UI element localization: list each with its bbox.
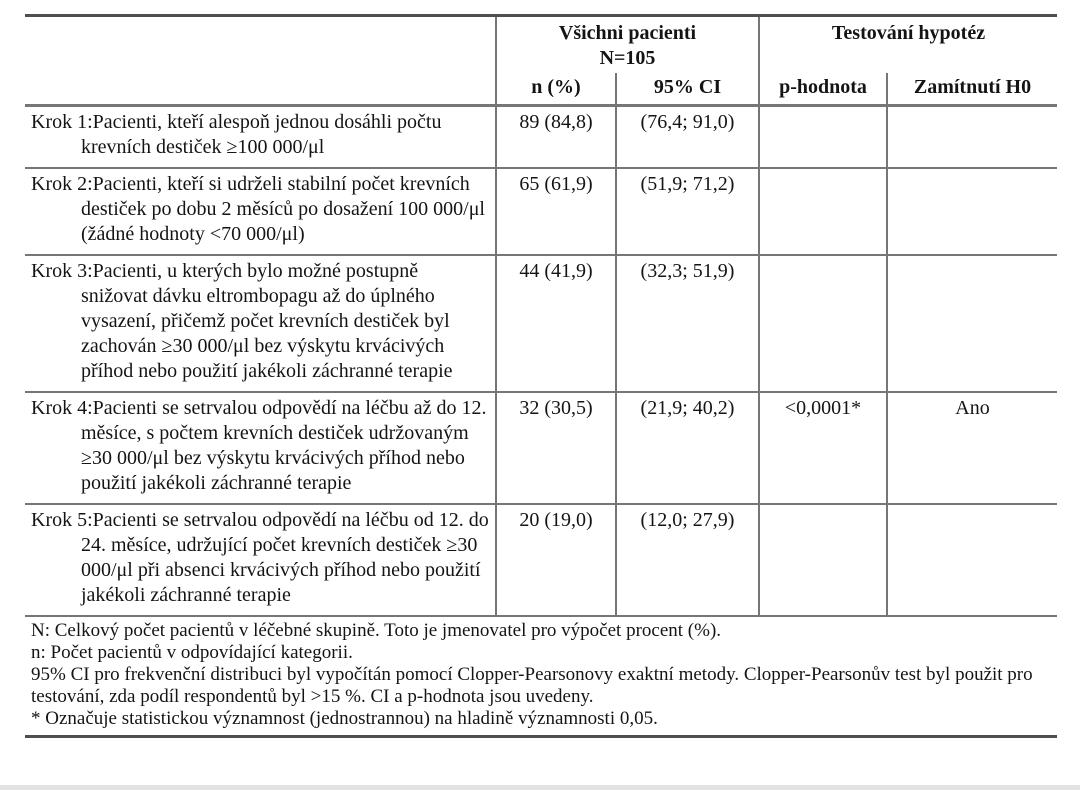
footnote-ci-method: 95% CI pro frekvenční distribuci byl vypočítán pomocí Clopper-Pearsonovy exaktní metody. Clopper-Pearsonův test byl použit pro testování, zda podíl respondentů byl >15 %. CI a p-hodnota jsou uvedeny. [31, 664, 1033, 707]
footnotes-cell [25, 616, 1057, 737]
step-description: Pacienti, u kterých bylo možné postupně snižovat dávku eltrombopagu až do úplného vysazení, přičemž počet krevních destiček byl zachován ≥30 000/μl bez výskytu krvácivých příhod nebo použití jakékoli záchranné terapie [81, 260, 453, 382]
step-description-cell [25, 392, 496, 504]
ci-cell: (51,9; 71,2) [616, 168, 759, 255]
footnote-significance: * Označuje statistickou významnost (jednostrannou) na hladině významnosti 0,05. [31, 708, 658, 729]
step-description: Pacienti, kteří alespoň jednou dosáhli počtu krevních destiček ≥100 000/μl [81, 111, 442, 158]
p-value-cell [759, 504, 887, 616]
step-label: Krok 3: [31, 260, 93, 282]
header-group-hypothesis-testing-title: Testování hypotéz [831, 22, 986, 44]
footnote-n-category: n: Počet pacientů v odpovídající kategorii. [31, 642, 353, 663]
column-header-row [25, 73, 1057, 106]
n-pct-cell: 89 (84,8) [496, 106, 616, 169]
table-row-krok-5 [25, 504, 1057, 616]
table-header [25, 16, 1057, 106]
table-footnotes [25, 616, 1057, 737]
column-header-95ci: 95% CI [616, 73, 759, 106]
header-group-hypothesis-testing [759, 16, 1057, 74]
step-description: Pacienti, kteří si udrželi stabilní počet krevních destiček po dobu 2 měsíců po dosažení 100 000/μl (žádné hodnoty <70 000/μl) [81, 173, 485, 245]
page-bottom-edge [0, 785, 1080, 790]
h0-rejection-cell: Ano [887, 392, 1057, 504]
table-row-krok-3 [25, 255, 1057, 392]
h0-rejection-cell [887, 504, 1057, 616]
step-description-cell [25, 504, 496, 616]
step-description: Pacienti se setrvalou odpovědí na léčbu až do 12. měsíce, s počtem krevních destiček udržovaným ≥30 000/μl bez výskytu krvácivých příhod nebo použití jakékoli záchranné terapie [81, 397, 487, 494]
table-row-krok-1 [25, 106, 1057, 169]
header-group-all-patients-title: Všichni pacienti [558, 22, 697, 44]
p-value-cell: <0,0001* [759, 392, 887, 504]
ci-cell: (12,0; 27,9) [616, 504, 759, 616]
header-group-all-patients [496, 16, 759, 74]
ci-cell: (32,3; 51,9) [616, 255, 759, 392]
step-description-cell [25, 168, 496, 255]
column-header-n-pct: n (%) [496, 73, 616, 106]
step-label: Krok 4: [31, 397, 93, 419]
n-pct-cell: 32 (30,5) [496, 392, 616, 504]
footnotes-row [25, 616, 1057, 737]
results-table [25, 14, 1057, 738]
column-header-empty [25, 73, 496, 106]
table-row-krok-2 [25, 168, 1057, 255]
header-group-row [25, 16, 1057, 74]
ci-cell: (21,9; 40,2) [616, 392, 759, 504]
step-label: Krok 1: [31, 111, 93, 133]
step-description-cell [25, 106, 496, 169]
p-value-cell [759, 106, 887, 169]
h0-rejection-cell [887, 168, 1057, 255]
n-pct-cell: 65 (61,9) [496, 168, 616, 255]
p-value-cell [759, 255, 887, 392]
step-description: Pacienti se setrvalou odpovědí na léčbu od 12. do 24. měsíce, udržující počet krevních destiček ≥30 000/μl při absenci krvácivých příhod nebo použití jakékoli záchranné terapie [81, 509, 489, 606]
column-header-h0-rejection: Zamítnutí H0 [887, 73, 1057, 106]
column-header-p-value: p-hodnota [759, 73, 887, 106]
footnote-n-total: N: Celkový počet pacientů v léčebné skupině. Toto je jmenovatel pro výpočet procent (%). [31, 620, 722, 641]
h0-rejection-cell [887, 255, 1057, 392]
header-group-all-patients-subtitle: N=105 [599, 47, 656, 69]
header-empty-cell [25, 16, 496, 74]
step-label: Krok 5: [31, 509, 93, 531]
p-value-cell [759, 168, 887, 255]
ci-cell: (76,4; 91,0) [616, 106, 759, 169]
step-label: Krok 2: [31, 173, 93, 195]
table-row-krok-4 [25, 392, 1057, 504]
step-description-cell [25, 255, 496, 392]
n-pct-cell: 20 (19,0) [496, 504, 616, 616]
n-pct-cell: 44 (41,9) [496, 255, 616, 392]
table-body [25, 106, 1057, 617]
h0-rejection-cell [887, 106, 1057, 169]
